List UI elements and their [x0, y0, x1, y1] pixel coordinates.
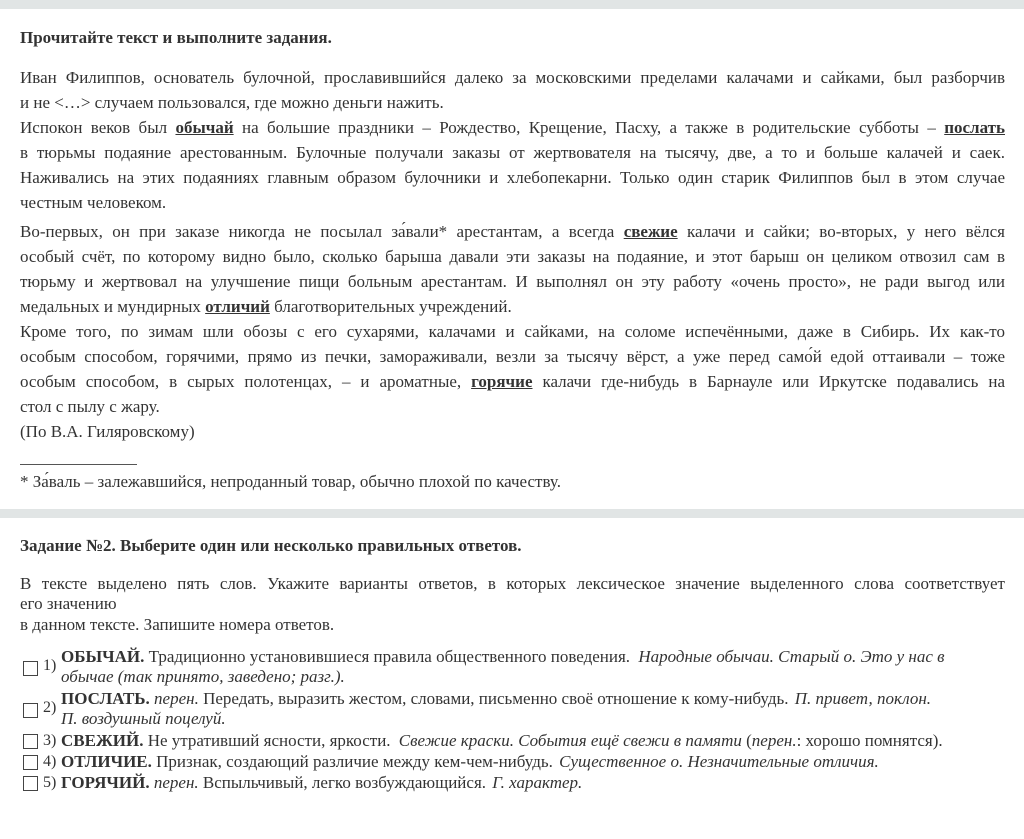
option-definition: Вспыльчивый, легко возбуждающийся. [198, 773, 491, 792]
top-separator-band [0, 0, 1024, 9]
text-fragment: Во-первых, он при заказе никогда не посылал за́вали* арестантам, а всегда [20, 222, 624, 241]
option-definition: Передать, выразить жестом, словами, письменно своё отношение к кому-нибудь. [198, 689, 793, 708]
option-definition: Признак, создающий различие между кем-чем-нибудь. [151, 752, 558, 771]
option-example: П. привет, поклон. [794, 689, 932, 708]
option-definition: Традиционно установившиеся правила общественного поведения. [144, 647, 635, 666]
option-example-cont: П. воздушный поцелуй. [61, 709, 226, 728]
option-example: Г. характер. [492, 773, 583, 792]
text-line: честным человеком. [20, 193, 167, 212]
answer-option-2[interactable] [20, 689, 1010, 731]
text-fragment: на большие праздники – Рождество, Крещение, Пасху, а также в родительские субботы – [233, 118, 945, 137]
text-line: тюрьму и жертвовал на улучшение пищи больным арестантам. И выполнял он эту работу «очень просто», не ради выгод или [20, 272, 1005, 291]
answer-option-1[interactable] [20, 647, 1010, 689]
reading-text [20, 65, 1005, 444]
checkbox-option-1[interactable] [23, 661, 38, 676]
answer-option-4[interactable] [20, 752, 1010, 773]
task-section [20, 535, 1005, 557]
option-example: Народные обычаи. Старый о. Это у нас в [638, 647, 945, 666]
instruction-line: в данном тексте. Запишите номера ответов. [20, 615, 335, 634]
option-example: Свежие краски. События ещё свежи в памяти [398, 731, 747, 750]
text-fragment: калачи где-нибудь в Барнауле или Иркутске подавались на [532, 372, 1005, 391]
highlighted-word-goryachie: горячие [471, 372, 533, 391]
option-number: 1) [43, 657, 57, 674]
option-line [61, 647, 945, 667]
text-fragment: калачи и сайки; во-вторых, у него вёлся [677, 222, 1005, 241]
text-line: в тюрьмы подаяние арестованным. Булочные получали заказы от жертвователя на тысячу, две, а то и больше калачей и саек. [20, 143, 1005, 162]
text-fragment: благотворительных учреждений. [269, 297, 512, 316]
instruction-line: В тексте выделено пять слов. Укажите варианты ответов, в которых лексическое значение выделенного слова соответствует [20, 574, 1005, 593]
option-number: 5) [43, 774, 57, 791]
reading-title: Прочитайте текст и выполните задания. [20, 28, 332, 47]
text-line: особым способом, горячими, прямо из печки, замораживали, везли за тысячу вёрст, а уже перед само́й едой оттаивали – тоже [20, 347, 1005, 366]
task-title: Задание №2. Выберите один или несколько правильных ответов. [20, 536, 522, 555]
highlighted-word-poslat: послать [944, 118, 1005, 137]
text-line: стол с пылу с жару. [20, 397, 160, 416]
option-word: СВЕЖИЙ. [61, 731, 144, 750]
highlighted-word-otlichiy: отличий [205, 297, 270, 316]
text-fragment: медальных и мундирных [20, 297, 206, 316]
footnote-text: * За́валь – залежавшийся, непроданный товар, обычно плохой по качеству. [20, 472, 561, 491]
option-paren: ( [746, 731, 752, 750]
option-usage-mark: перен. [149, 773, 199, 792]
text-line [20, 115, 1005, 140]
checkbox-option-4[interactable] [23, 755, 38, 770]
reading-section [20, 27, 1005, 49]
option-usage-mark: перен. [149, 689, 199, 708]
answer-option-3[interactable] [20, 731, 1010, 752]
option-definition: Не утративший ясности, яркости. [143, 731, 395, 750]
option-word: ПОСЛАТЬ. [61, 689, 150, 708]
source-attribution: (По В.А. Гиляровскому) [20, 422, 195, 441]
option-line [61, 731, 943, 751]
option-example: Существенное о. Незначительные отличия. [559, 752, 879, 771]
text-line: Иван Филиппов, основатель булочной, прославившийся далеко за московскими пределами калачами и сайками, был разборчив [20, 68, 1005, 87]
option-line [61, 752, 879, 772]
option-line [61, 773, 582, 793]
highlighted-word-obychai: обычай [175, 118, 234, 137]
text-line: особый счёт, по которому видно было, сколько барыша давали эти заказы на подаяние, и этот барыш он целиком отвозил сам в [20, 247, 1005, 266]
text-line [20, 219, 1005, 244]
instruction-line: его значению [20, 594, 117, 613]
checkbox-option-5[interactable] [23, 776, 38, 791]
answer-option-5[interactable] [20, 773, 1010, 794]
option-number: 3) [43, 732, 57, 749]
option-word: ГОРЯЧИЙ. [61, 773, 150, 792]
text-line: Наживались на этих подаяниях главным образом булочники и хлебопекарни. Только один старик Филиппов был в этом случае [20, 168, 1005, 187]
option-word: ОТЛИЧИЕ. [61, 752, 152, 771]
checkbox-option-2[interactable] [23, 703, 38, 718]
option-usage-mark: перен. [751, 731, 797, 750]
text-line: Кроме того, по зимам шли обозы с его сухарями, калачами и сайками, на соломе испечёнными, даже в Сибирь. Их как-то [20, 322, 1005, 341]
section-separator-band [0, 509, 1024, 518]
text-line [20, 369, 1005, 394]
footnote-divider [20, 464, 137, 465]
highlighted-word-svezhie: свежие [623, 222, 678, 241]
option-number: 2) [43, 699, 57, 716]
option-line [61, 689, 931, 709]
text-line [20, 294, 1005, 319]
option-example-cont: обычае (так принято, заведено; разг.). [61, 667, 345, 686]
checkbox-option-3[interactable] [23, 734, 38, 749]
text-line: и не <…> случаем пользовался, где можно деньги нажить. [20, 93, 444, 112]
footnote [20, 469, 1005, 494]
option-paren-rest: : хорошо помнятся). [796, 731, 943, 750]
option-word: ОБЫЧАЙ. [61, 647, 145, 666]
text-fragment: Испокон веков был [20, 118, 176, 137]
task-instructions [20, 573, 1005, 636]
text-fragment: особым способом, в сырых полотенцах, – и ароматные, [20, 372, 472, 391]
option-number: 4) [43, 753, 57, 770]
